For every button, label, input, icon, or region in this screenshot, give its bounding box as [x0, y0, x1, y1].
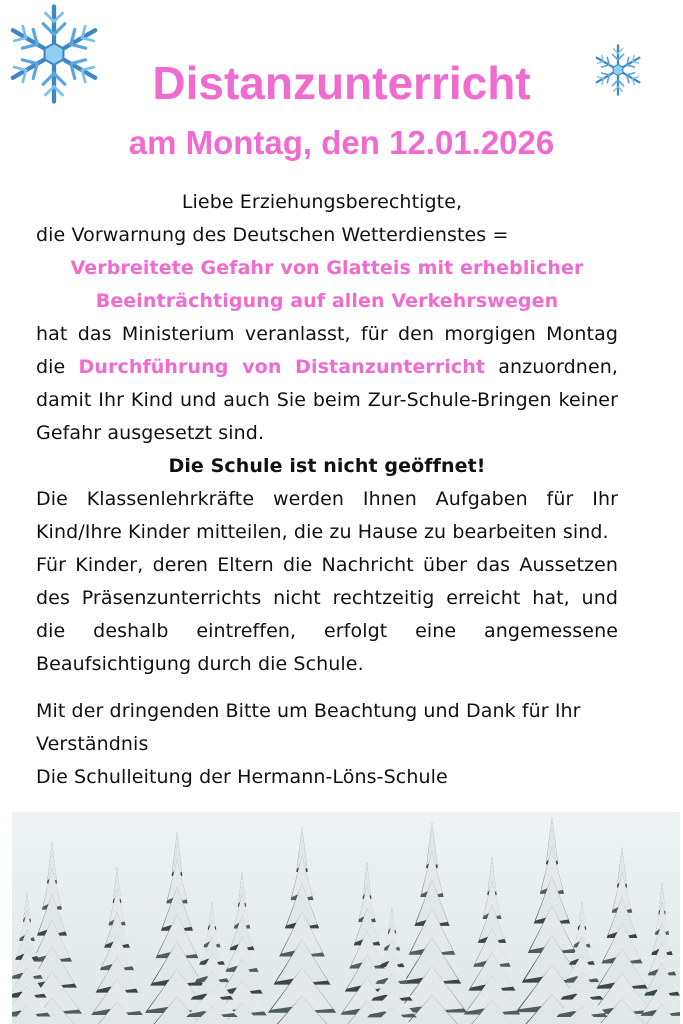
paragraph-ministry — [36, 318, 618, 450]
page-title: Distanzunterricht — [152, 57, 531, 109]
snowy-forest-image — [12, 812, 680, 1024]
paragraph-tasks: Die Klassenlehrkräfte werden Ihnen Aufgaben für Ihr Kind/Ihre Kinder mitteilen, die zu Hause zu bearbeiten sind. — [36, 488, 618, 543]
intro-line: die Vorwarnung des Deutschen Wetterdienstes = — [36, 224, 509, 246]
distance-learning-highlight: Durchführung von Distanzunterricht — [78, 356, 486, 378]
weather-warning-line-2: Beeinträchtigung auf allen Verkehrswegen — [95, 290, 559, 312]
closing-line: Mit der dringenden Bitte um Beachtung und Dank für Ihr Verständnis — [36, 700, 581, 755]
signature: Die Schulleitung der Hermann-Löns-Schule — [36, 766, 448, 788]
school-closed-notice: Die Schule ist nicht geöffnet! — [168, 455, 486, 477]
paragraph-ministry-end: anzuordnen, damit Ihr Kind und auch Sie beim Zur-Schule-Bringen keiner Gefahr ausgesetzt sind. — [36, 356, 619, 444]
weather-warning-line-1: Verbreitete Gefahr von Glatteis mit erheblicher — [70, 257, 584, 279]
greeting: Liebe Erziehungsberechtigte, — [181, 191, 463, 213]
paragraph-supervision: Für Kinder, deren Eltern die Nachricht über das Aussetzen des Präsenzunterrichts nicht rechtzeitig erreicht hat, und die deshalb eintreffen, erfolgt eine angemessene Beaufsichtigung durch die Schule. — [36, 554, 618, 675]
page-subtitle: am Montag, den 12.01.2026 — [128, 124, 555, 161]
letter-body — [36, 186, 618, 794]
paragraph-ministry-start: hat das Ministerium veranlasst, für den morgigen Montag die — [36, 323, 618, 378]
